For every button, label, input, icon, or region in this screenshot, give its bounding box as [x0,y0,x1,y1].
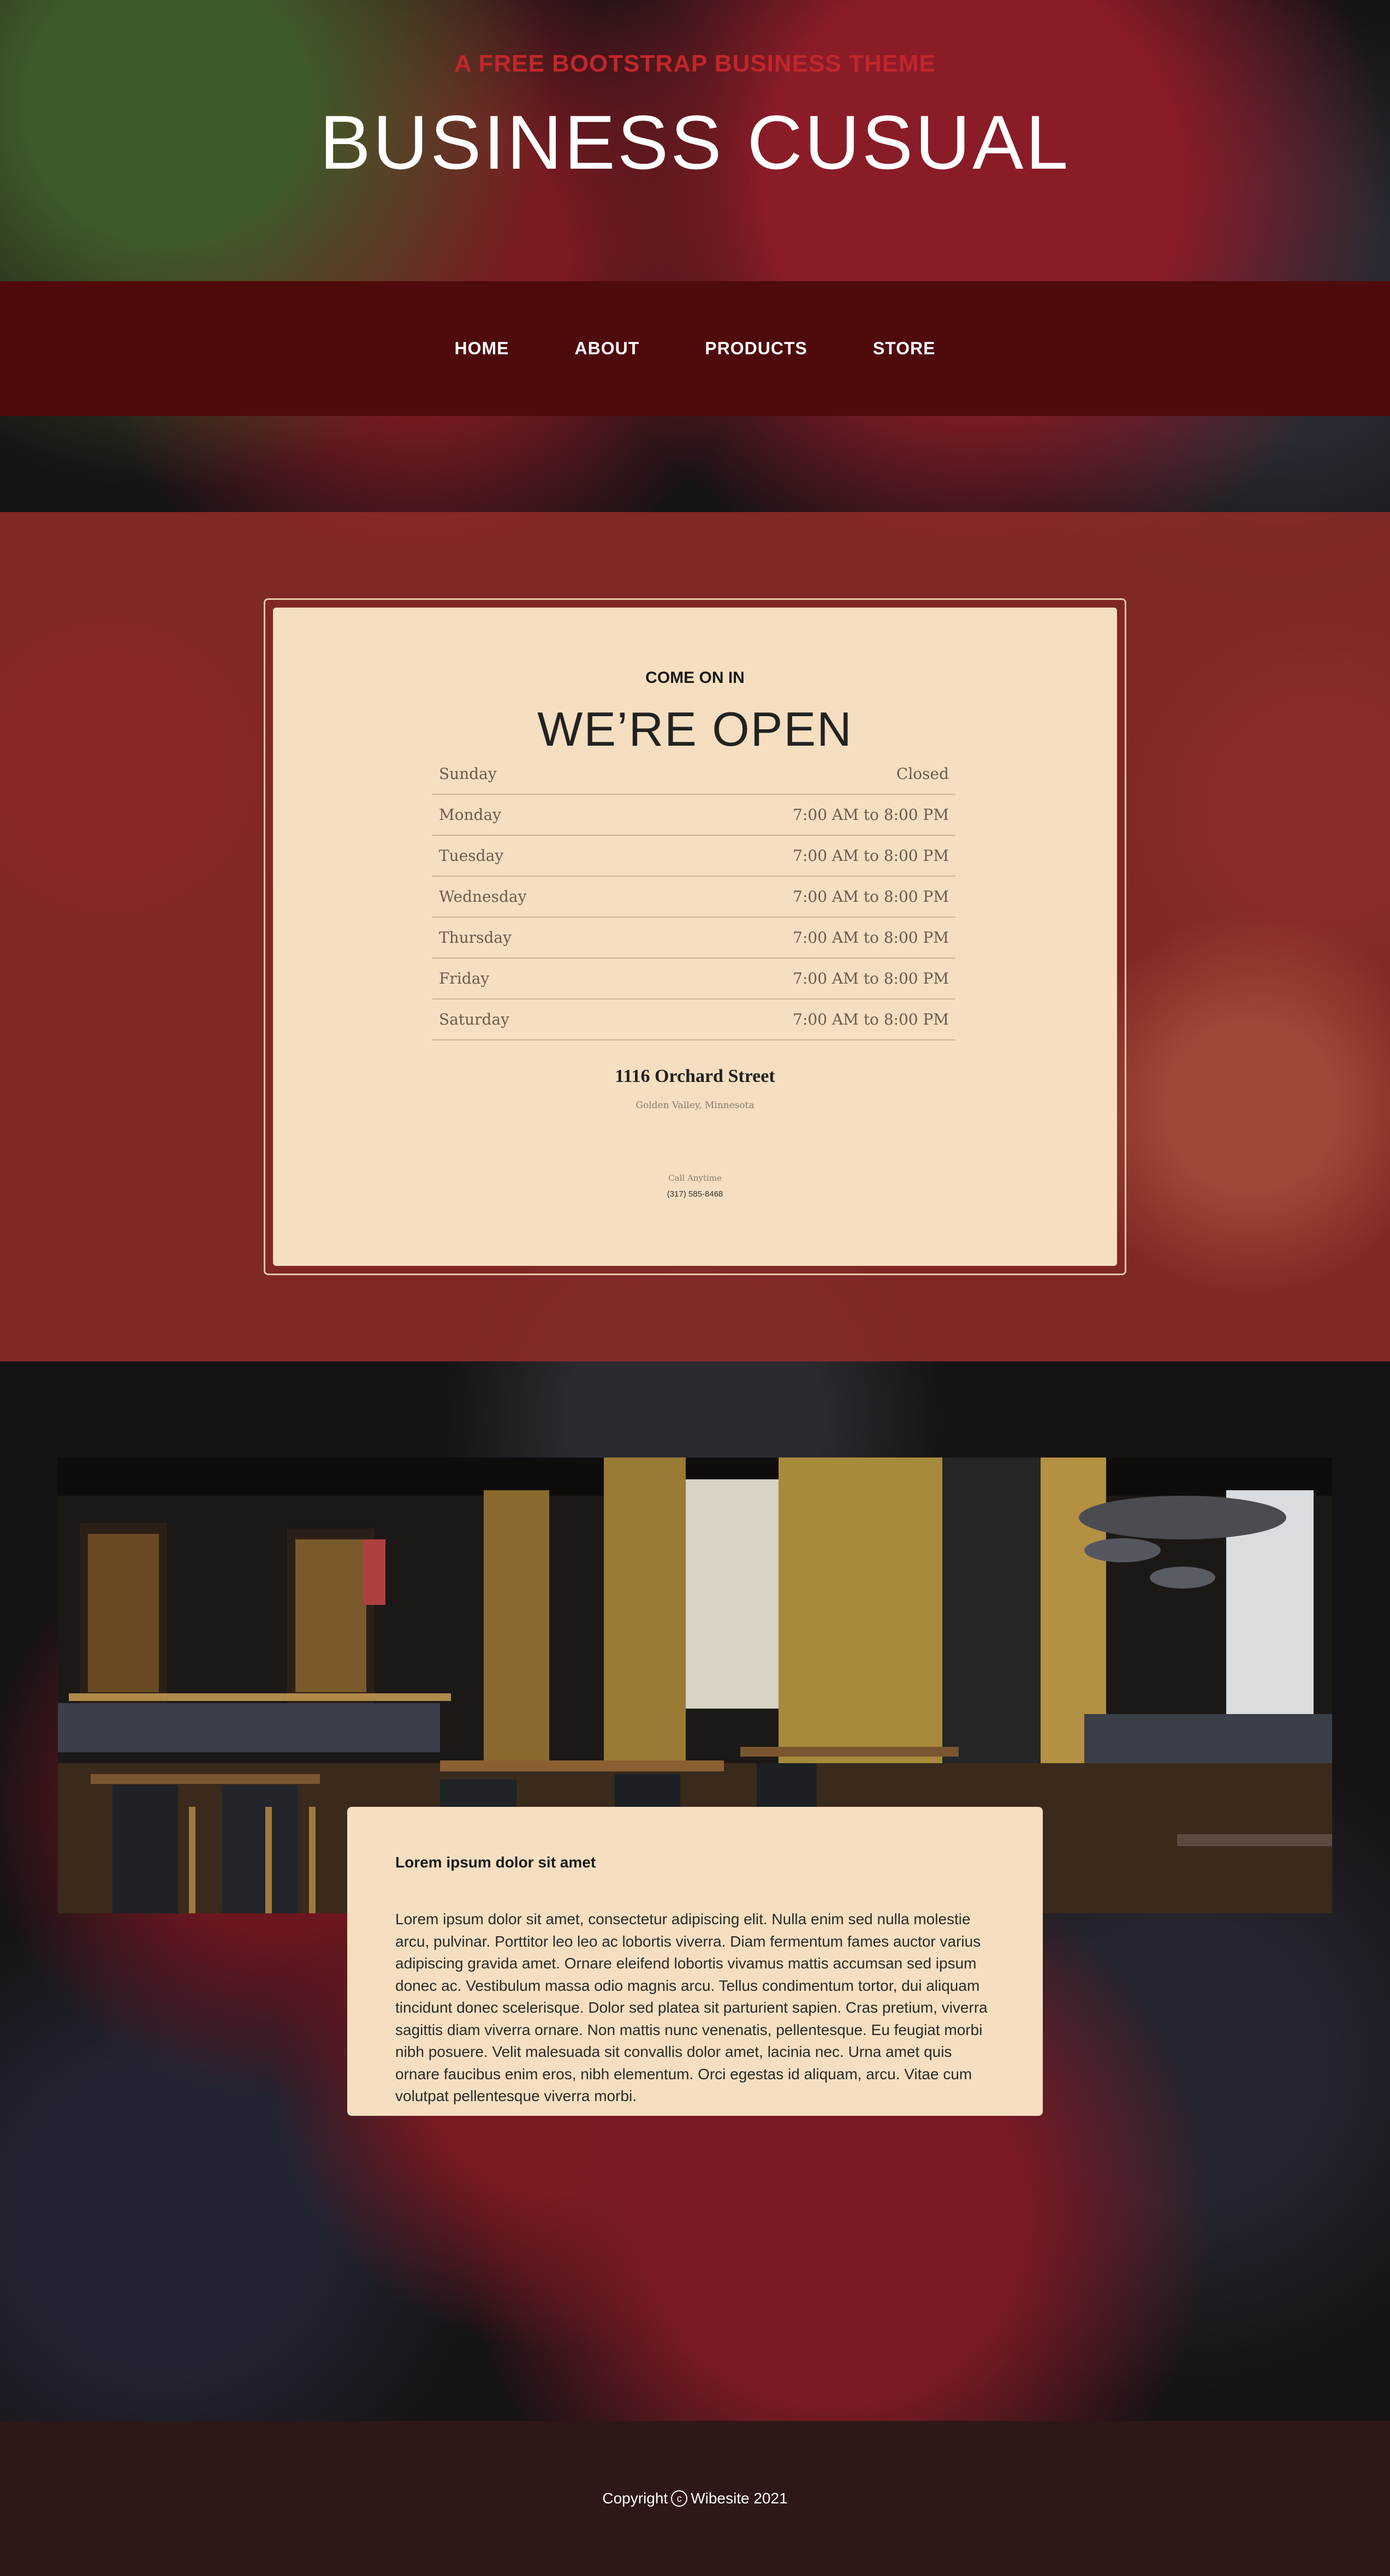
hours-row-wednesday [432,877,955,918]
hours-kicker: COME ON IN [645,669,745,687]
time-label: 7:00 AM to 8:00 PM [793,806,949,824]
site-title: BUSINESS CUSUAL [319,99,1071,185]
day-label: Monday [439,806,501,824]
city-state: Golden Valley, Minnesota [635,1100,755,1111]
time-label: 7:00 AM to 8:00 PM [793,929,949,947]
day-label: Thursday [439,929,512,947]
day-label: Friday [439,969,490,987]
hours-list [432,754,955,1040]
copyright-suffix: Wibesite 2021 [691,2490,788,2507]
street-address: 1116 Orchard Street [615,1066,775,1086]
copyright-prefix: Copyright [602,2490,668,2507]
time-label: 7:00 AM to 8:00 PM [793,847,949,865]
call-label: Call Anytime [668,1173,722,1183]
about-card [347,1807,1043,2116]
copyright [602,2490,787,2507]
nav-home[interactable]: HOME [454,338,509,358]
day-label: Wednesday [439,888,527,906]
hours-row-friday [432,959,955,1000]
day-label: Tuesday [439,847,504,865]
time-label: 7:00 AM to 8:00 PM [793,888,949,906]
time-label: 7:00 AM to 8:00 PM [793,969,949,987]
site-footer [0,2421,1390,2576]
hours-heading: WE’RE OPEN [537,702,853,756]
nav-about[interactable]: ABOUT [574,338,640,358]
day-label: Saturday [439,1010,509,1028]
opening-hours-section [0,512,1390,1361]
phone-number[interactable]: (317) 585-8468 [667,1189,723,1199]
main-nav [0,281,1390,416]
hours-row-saturday [432,1000,955,1040]
site-tagline: A FREE BOOTSTRAP BUSINESS THEME [454,50,936,77]
nav-products[interactable]: PRODUCTS [705,338,807,358]
day-label: Sunday [439,765,497,783]
copyright-icon: c [671,2490,687,2507]
hours-row-tuesday [432,836,955,877]
hours-frame [264,598,1126,1275]
about-body: Lorem ipsum dolor sit amet, consectetur adipiscing elit. Nulla enim sed nulla molestie arcu, pulvinar. Porttitor leo leo ac lobortis viverra. Diam fermentum fames auctor varius adipiscing gravida amet. Ornare eleifend lobortis vivamus mattis accumsan sed ipsum donec ac. Vestibulum massa odio magnis arcu. Tellus condimentum tortor, dui aliquam tincidunt donec scelerisque. Dolor sed platea sit parturient sapien. Cras pretium, viverra sagittis diam viverra ornare. Non mattis nunc venenatis, pellentesque. Eu feugiat morbi nibh posuere. Velit malesuada sit convallis dolor amet, lacinia nec. Urna amet quis ornare faucibus enim eros, nibh elementum. Orci egestas id aliquam, arcu. Vitae cum volutpat pellentesque viverra morbi. [395,1911,988,2104]
hours-card [273,608,1117,1266]
time-label: Closed [896,765,949,783]
nav-store[interactable]: STORE [872,338,936,358]
hours-row-thursday [432,918,955,959]
about-title: Lorem ipsum dolor sit amet [395,1854,596,1871]
site-header [0,0,1390,281]
hours-row-sunday [432,754,955,795]
hours-row-monday [432,795,955,836]
time-label: 7:00 AM to 8:00 PM [793,1010,949,1028]
